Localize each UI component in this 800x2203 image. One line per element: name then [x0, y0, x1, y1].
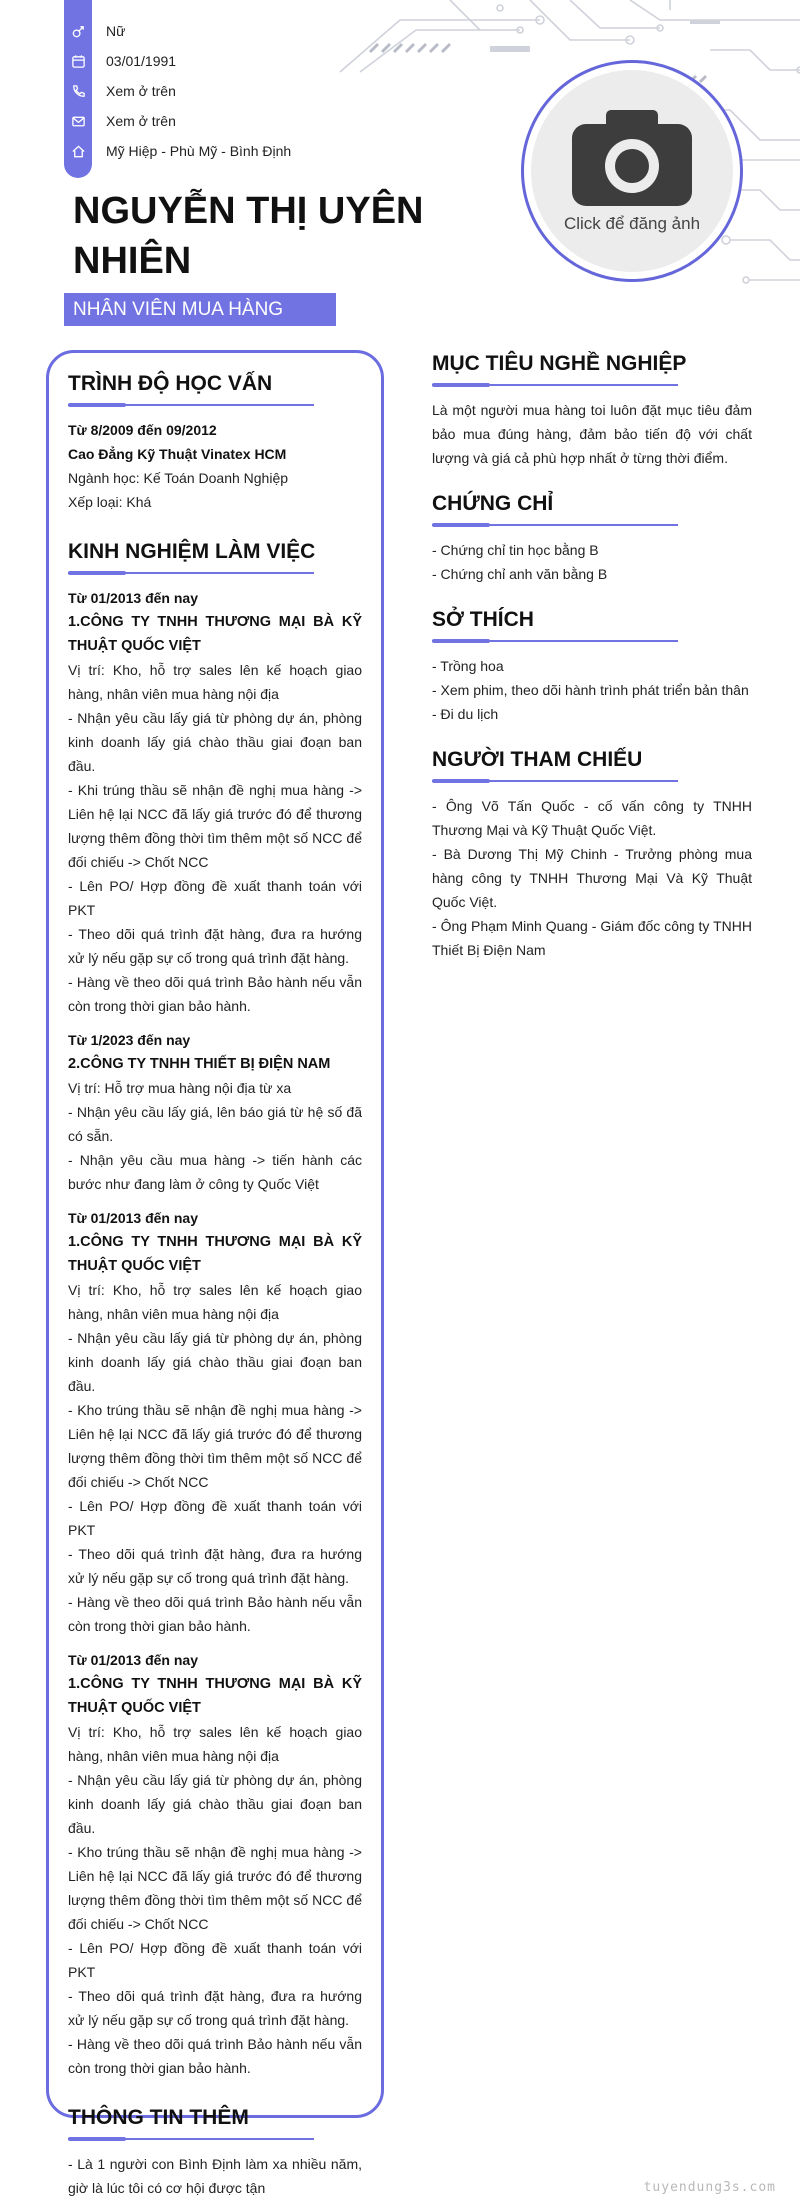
- section-rule: [432, 384, 678, 386]
- email-icon: [64, 106, 92, 136]
- contact-gender: [64, 16, 364, 46]
- site-watermark: tuyendung3s.com: [643, 2180, 776, 2195]
- extra-info-section: [68, 2104, 362, 2200]
- contact-text: 03/01/1991: [106, 53, 177, 69]
- reference-item: - Ông Võ Tấn Quốc - cố vấn công ty TNHH Thương Mại và Kỹ Thuật Quốc Việt.: [432, 798, 752, 838]
- section-title: NGƯỜI THAM CHIẾU: [432, 748, 643, 771]
- job-line: - Lên PO/ Hợp đồng đề xuất thanh toán với PKT: [68, 1940, 362, 1980]
- job-company: 2.CÔNG TY TNHH THIẾT BỊ ĐIỆN NAM: [68, 1056, 331, 1072]
- job-line: - Lên PO/ Hợp đồng đề xuất thanh toán với PKT: [68, 1498, 362, 1538]
- references-section: [432, 746, 752, 962]
- section-rule: [432, 640, 678, 642]
- contact-list: [64, 16, 364, 166]
- education-rank: Xếp loại: Khá: [68, 494, 152, 510]
- contact-text: Nữ: [106, 23, 126, 39]
- experience-item: [68, 1028, 362, 1196]
- section-rule: [432, 524, 678, 526]
- photo-upload-label: Click để đăng ảnh: [563, 214, 701, 233]
- contact-text: Xem ở trên: [106, 113, 176, 129]
- certificate-item: - Chứng chỉ anh văn bằng B: [432, 566, 608, 582]
- home-icon: [64, 136, 92, 166]
- job-line: - Nhận yêu cầu lấy giá từ phòng dự án, phòng kinh doanh lấy giá chào thầu giai đoạn ban đầu.: [68, 1772, 362, 1836]
- section-rule: [68, 572, 314, 574]
- reference-item: - Ông Phạm Minh Quang - Giám đốc công ty TNHH Thiết Bị Điện Nam: [432, 918, 752, 958]
- hobby-item: - Đi du lịch: [432, 706, 499, 722]
- contact-phone: [64, 76, 364, 106]
- job-line: - Theo dõi quá trình đặt hàng, đưa ra hướng xử lý nếu gặp sự cố trong quá trình đặt hàng.: [68, 1546, 362, 1586]
- section-rule: [68, 404, 314, 406]
- job-line: - Hàng về theo dõi quá trình Bảo hành nếu vẫn còn trong thời gian bảo hành.: [68, 1594, 362, 1634]
- job-line: - Theo dõi quá trình đặt hàng, đưa ra hướng xử lý nếu gặp sự cố trong quá trình đặt hàng.: [68, 1988, 362, 2028]
- job-line: Vị trí: Hỗ trợ mua hàng nội địa từ xa: [68, 1080, 292, 1096]
- experience-section: [68, 538, 362, 2080]
- section-title: SỞ THÍCH: [432, 608, 534, 631]
- section-rule: [68, 2138, 314, 2140]
- job-line: Vị trí: Kho, hỗ trợ sales lên kế hoạch giao hàng, nhân viên mua hàng nội địa: [68, 1724, 362, 1764]
- job-company: 1.CÔNG TY TNHH THƯƠNG MẠI BÀ KỸ THUẬT QUỐC VIỆT: [68, 1234, 362, 1274]
- candidate-name-line: NGUYỄN THỊ UYÊN: [73, 190, 424, 232]
- job-title: NHÂN VIÊN MUA HÀNG: [64, 293, 336, 326]
- contact-text: Xem ở trên: [106, 83, 176, 99]
- job-period: Từ 1/2023 đến nay: [68, 1032, 191, 1048]
- job-company: 1.CÔNG TY TNHH THƯƠNG MẠI BÀ KỸ THUẬT QUỐC VIỆT: [68, 1676, 362, 1716]
- job-line: - Kho trúng thầu sẽ nhận đề nghị mua hàng -> Liên hệ lại NCC đã lấy giá trước đó để thương lượng thêm đồng thời tìm thêm một số NCC để đối chiếu -> Chốt NCC: [68, 1402, 362, 1490]
- education-section: [68, 370, 362, 514]
- job-line: - Hàng về theo dõi quá trình Bảo hành nếu vẫn còn trong thời gian bảo hành.: [68, 2036, 362, 2076]
- photo-placeholder: [531, 70, 733, 272]
- contact-birthday: [64, 46, 364, 76]
- certificates-section: [432, 490, 752, 586]
- certificate-item: - Chứng chỉ tin học bằng B: [432, 542, 599, 558]
- job-line: - Kho trúng thầu sẽ nhận đề nghị mua hàng -> Liên hệ lại NCC đã lấy giá trước đó để thương lượng thêm đồng thời tìm thêm một số NCC để đối chiếu -> Chốt NCC: [68, 1844, 362, 1932]
- hobby-item: - Trồng hoa: [432, 658, 504, 674]
- education-school: Cao Đẳng Kỹ Thuật Vinatex HCM: [68, 446, 287, 462]
- contact-text: Mỹ Hiệp - Phù Mỹ - Bình Định: [106, 143, 292, 159]
- camera-icon: [572, 110, 692, 206]
- candidate-name: [73, 186, 473, 286]
- hobby-item: - Xem phim, theo dõi hành trình phát triển bản thân: [432, 682, 749, 698]
- experience-item: [68, 1648, 362, 2080]
- contact-email: [64, 106, 364, 136]
- calendar-icon: [64, 46, 92, 76]
- job-line: - Nhận yêu cầu lấy giá từ phòng dự án, phòng kinh doanh lấy giá chào thầu giai đoạn ban đầu.: [68, 1330, 362, 1394]
- job-line: - Lên PO/ Hợp đồng đề xuất thanh toán với PKT: [68, 878, 362, 918]
- phone-icon: [64, 76, 92, 106]
- job-line: - Theo dõi quá trình đặt hàng, đưa ra hướng xử lý nếu gặp sự cố trong quá trình đặt hàng.: [68, 926, 362, 966]
- education-major: Ngành học: Kế Toán Doanh Nghiệp: [68, 470, 289, 486]
- job-line: Vị trí: Kho, hỗ trợ sales lên kế hoạch giao hàng, nhân viên mua hàng nội địa: [68, 1282, 362, 1322]
- job-line: - Nhận yêu cầu lấy giá từ phòng dự án, phòng kinh doanh lấy giá chào thầu giai đoạn ban đầu.: [68, 710, 362, 774]
- photo-upload[interactable]: [521, 60, 743, 282]
- right-column: [432, 350, 752, 962]
- job-line: - Nhận yêu cầu lấy giá, lên báo giá từ hệ số đã có sẵn.: [68, 1104, 362, 1144]
- job-company: 1.CÔNG TY TNHH THƯƠNG MẠI BÀ KỸ THUẬT QUỐC VIỆT: [68, 614, 362, 654]
- candidate-name-line: NHIÊN: [73, 240, 192, 282]
- job-period: Từ 01/2013 đến nay: [68, 1210, 198, 1226]
- job-period: Từ 01/2013 đến nay: [68, 590, 198, 606]
- reference-item: - Bà Dương Thị Mỹ Chinh - Trưởng phòng mua hàng công ty TNHH Thương Mại Và Kỹ Thuật Quốc Việt.: [432, 846, 752, 910]
- gender-icon: [64, 16, 92, 46]
- objective-section: [432, 350, 752, 470]
- section-title: MỤC TIÊU NGHỀ NGHIỆP: [432, 352, 687, 375]
- extra-info-text: - Là 1 người con Bình Định làm xa nhiều năm, giờ là lúc tôi có cơ hội được tận: [68, 2156, 362, 2196]
- section-title: TRÌNH ĐỘ HỌC VẤN: [68, 372, 273, 395]
- section-rule: [432, 780, 678, 782]
- job-line: Vị trí: Kho, hỗ trợ sales lên kế hoạch giao hàng, nhân viên mua hàng nội địa: [68, 662, 362, 702]
- job-line: - Khi trúng thầu sẽ nhận đề nghị mua hàng -> Liên hệ lại NCC đã lấy giá trước đó để thương lượng thêm đồng thời tìm thêm một số NCC để đối chiếu -> Chốt NCC: [68, 782, 362, 870]
- experience-item: [68, 1206, 362, 1638]
- experience-item: [68, 586, 362, 1018]
- hobbies-section: [432, 606, 752, 726]
- section-title: THÔNG TIN THÊM: [68, 2106, 249, 2129]
- left-column: [68, 370, 362, 2200]
- objective-text: Là một người mua hàng toi luôn đặt mục tiêu đảm bảo mua đúng hàng, đảm bảo tiến độ với chất lượng và giá cả phù hợp nhất ở từng thời điểm.: [432, 402, 752, 466]
- job-line: - Hàng về theo dõi quá trình Bảo hành nếu vẫn còn trong thời gian bảo hành.: [68, 974, 362, 1014]
- education-period: Từ 8/2009 đến 09/2012: [68, 422, 217, 438]
- section-title: CHỨNG CHỈ: [432, 492, 554, 515]
- section-title: KINH NGHIỆM LÀM VIỆC: [68, 540, 316, 563]
- job-period: Từ 01/2013 đến nay: [68, 1652, 198, 1668]
- contact-address: [64, 136, 364, 166]
- job-line: - Nhận yêu cầu mua hàng -> tiến hành các bước như đang làm ở công ty Quốc Việt: [68, 1152, 362, 1192]
